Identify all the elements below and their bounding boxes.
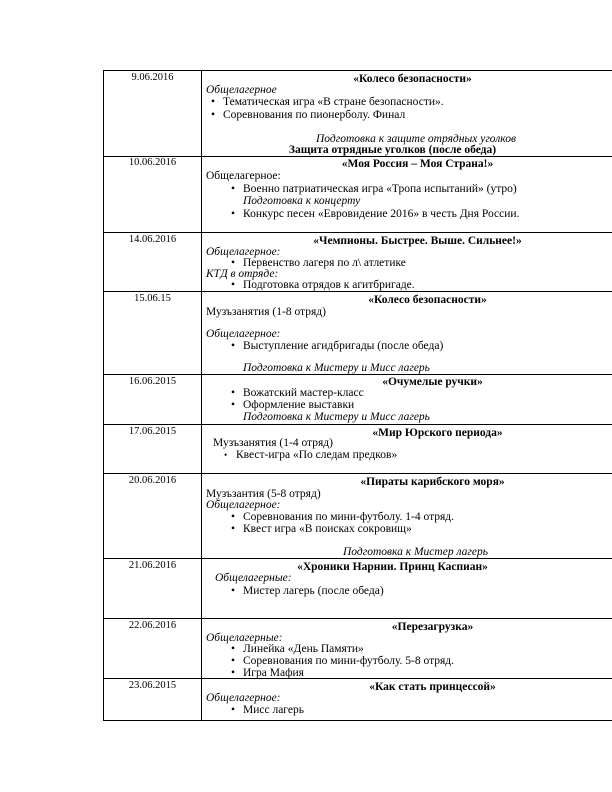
content-cell xyxy=(203,559,612,618)
section-label: Общелагерное: xyxy=(206,499,281,511)
preparation-note: Подготовка к Мистер лагерь xyxy=(343,546,488,558)
activity-item: • Игра Мафия xyxy=(243,667,304,678)
activity-item: • Мистер лагерь (после обеда) xyxy=(243,585,384,597)
day-title: «Очумелые ручки» xyxy=(382,376,483,388)
activity-item: • Вожатский мастер-класс xyxy=(243,387,364,399)
day-title: «Моя Россия – Моя Страна!» xyxy=(341,158,494,170)
music-class: Музъзанятия (1-4 отряд) xyxy=(213,437,333,449)
content-cell xyxy=(203,375,612,424)
date-cell: 14.06.2016 xyxy=(103,233,202,291)
day-title: «Колесо безопасности» xyxy=(368,294,487,306)
content-cell xyxy=(203,474,612,558)
date-cell: 15.06.15 xyxy=(103,292,202,374)
preparation-note: Подготовка к защите отрядных уголков xyxy=(316,133,516,145)
content-cell xyxy=(203,156,612,232)
activity-item: • Оформление выставки xyxy=(243,399,354,411)
section-label: Общелагерное: xyxy=(206,170,281,182)
preparation-note: Подготовка к Мистеру и Мисс лагерь xyxy=(243,362,430,374)
table-row xyxy=(103,292,612,375)
table-row xyxy=(103,619,612,679)
day-title: «Как стать принцессой» xyxy=(369,681,496,693)
section-label: Общелагерное xyxy=(206,84,277,96)
preparation-note: Подготовка к концерту xyxy=(243,195,361,207)
activity-item: • Соревнования по пионерболу. Финал xyxy=(223,109,405,121)
activity-item: • Военно патриатическая игра «Тропа испытаний» (утро) xyxy=(243,183,517,195)
preparation-note: Подготовка к Мистеру и Мисс лагерь xyxy=(243,411,430,423)
section-label: Общелагерное: xyxy=(206,328,281,340)
section-label: Общелагерное: xyxy=(206,246,281,258)
activity-item: • Первенство лагеря по л\ атлетике xyxy=(243,257,406,269)
date-cell: 21.06.2016 xyxy=(103,559,202,618)
date-cell: 16.06.2015 xyxy=(103,375,202,424)
day-title: «Мир Юрского периода» xyxy=(372,427,503,439)
section-label: Общелагерное: xyxy=(206,692,281,704)
activity-item: • Соревнования по мини-футболу. 1-4 отряд. xyxy=(243,511,454,523)
table-row xyxy=(103,679,612,721)
event-note: Защита отрядные уголков (после обеда) xyxy=(288,144,497,156)
activity-item: • Квест-игра «По следам предков» xyxy=(236,449,397,461)
day-title: «Перезагрузка» xyxy=(391,621,474,633)
activity-item: • Тематическая игра «В стране безопасности». xyxy=(223,96,444,108)
section-label: КТД в отряде: xyxy=(206,268,279,280)
activity-item: • Мисс лагерь xyxy=(243,704,304,716)
date-cell: 23.06.2015 xyxy=(103,679,202,720)
content-cell xyxy=(203,233,612,291)
day-title: «Хроники Нарнии. Принц Каспиан» xyxy=(297,561,488,573)
date-cell: 9.06.2016 xyxy=(103,71,202,156)
table-row xyxy=(103,156,612,233)
content-cell xyxy=(203,425,612,473)
date-cell: 17.06.2015 xyxy=(103,425,202,473)
content-cell xyxy=(203,679,612,720)
activity-item: • Подготовка отрядов к агитбригаде. xyxy=(243,279,415,291)
table-row xyxy=(103,375,612,425)
content-cell xyxy=(203,71,612,156)
section-label: Общелагерные: xyxy=(215,572,292,584)
date-cell: 20.06.2016 xyxy=(103,474,202,558)
music-class: Музъзантия (5-8 отряд) xyxy=(206,488,321,500)
day-title: «Пираты карибского моря» xyxy=(360,476,505,488)
content-cell xyxy=(203,292,612,374)
activity-item: • Соревнования по мини-футболу. 5-8 отряд. xyxy=(243,655,454,667)
table-row xyxy=(103,559,612,619)
day-title: «Чемпионы. Быстрее. Выше. Сильнее!» xyxy=(313,235,522,247)
activity-item: • Линейка «День Памяти» xyxy=(243,643,364,655)
content-cell xyxy=(203,619,612,678)
activity-item: • Выступление агидбригады (после обеда) xyxy=(243,340,443,352)
table-row xyxy=(103,425,612,474)
table-row xyxy=(103,70,612,157)
section-label: Общелагерные: xyxy=(206,632,283,644)
activity-item: • Квест игра «В поисках сокровищ» xyxy=(243,523,412,535)
date-cell: 10.06.2016 xyxy=(103,156,202,232)
day-title: «Колесо безопасности» xyxy=(353,73,472,85)
activity-item: • Конкурс песен «Евровидение 2016» в честь Дня России. xyxy=(243,208,519,220)
schedule-table xyxy=(103,70,612,721)
date-cell: 22.06.2016 xyxy=(103,619,202,678)
music-class: Музъзанятия (1-8 отряд) xyxy=(206,306,326,318)
table-row xyxy=(103,233,612,292)
table-row xyxy=(103,474,612,559)
